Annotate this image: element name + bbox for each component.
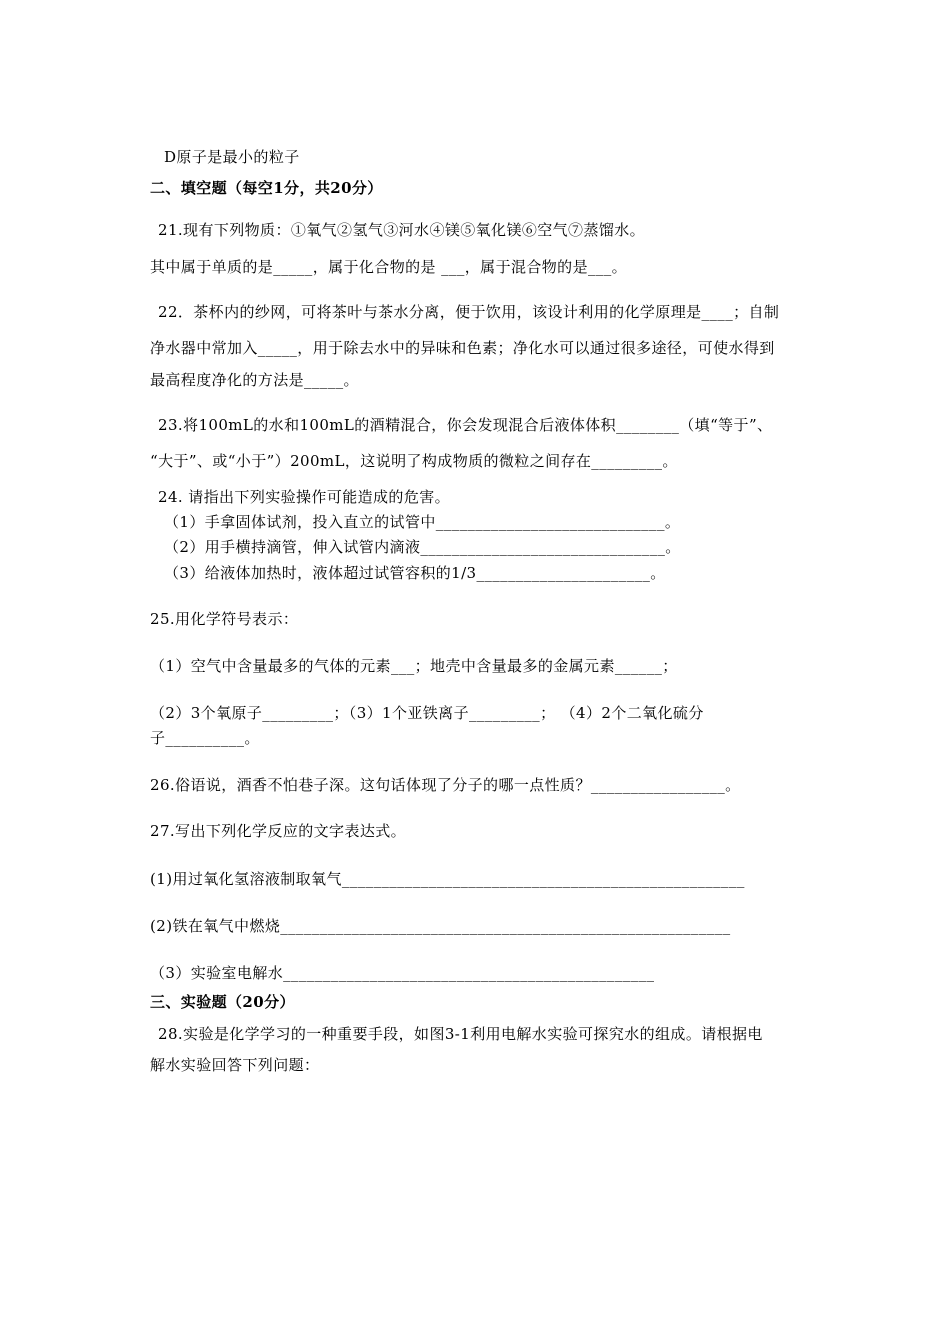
question-25-item2-cont: 子__________。 <box>150 729 260 747</box>
option-d: D原子是最小的粒子 <box>164 148 300 166</box>
question-24-item2: （2）用手横持滴管，伸入试管内滴液_______________________________。 <box>164 538 681 556</box>
question-25-item2: （2）3个氧原子_________；（3）1个亚铁离子_________； （4）2个二氧化硫分 <box>150 704 704 722</box>
question-28-line1: 28.实验是化学学习的一种重要手段，如图3-1利用电解水实验可探究水的组成。请根据电 <box>158 1025 763 1043</box>
question-24-item1: （1）手拿固体试剂，投入直立的试管中_____________________________。 <box>164 513 681 531</box>
question-27: 27.写出下列化学反应的文字表达式。 <box>150 822 407 840</box>
question-21-line2: 其中属于单质的是_____，属于化合物的是 ___，属于混合物的是___。 <box>150 258 628 276</box>
question-27-item1: (1)用过氧化氢溶液制取氧气___________________________________________________ <box>150 870 745 888</box>
question-22-line1: 22．茶杯内的纱网，可将茶叶与茶水分离，便于饮用，该设计利用的化学原理是____；自制 <box>158 303 780 321</box>
question-26: 26.俗语说，酒香不怕巷子深。这句话体现了分子的哪一点性质？_________________。 <box>150 776 741 794</box>
question-21-line1: 21.现有下列物质：①氧气②氢气③河水④镁⑤氧化镁⑥空气⑦蒸馏水。 <box>158 221 646 239</box>
question-24-item3: （3）给液体加热时，液体超过试管容积的1/3______________________。 <box>164 564 666 582</box>
question-25: 25.用化学符号表示： <box>150 610 299 628</box>
question-23-line1: 23.将100mL的水和100mL的酒精混合，你会发现混合后液体体积________（填“等于”、 <box>158 416 773 434</box>
question-24: 24. 请指出下列实验操作可能造成的危害。 <box>158 488 451 506</box>
section-heading-experiment: 三、实验题（20分） <box>150 993 295 1011</box>
question-27-item3: （3）实验室电解水_______________________________________________ <box>150 964 655 982</box>
question-25-item1: （1）空气中含量最多的气体的元素___；地壳中含量最多的金属元素______； <box>150 657 678 675</box>
question-23-line2: “大于”、或“小于”）200mL，这说明了构成物质的微粒之间存在_________。 <box>150 452 678 470</box>
question-28-line2: 解水实验回答下列问题： <box>150 1056 320 1074</box>
question-22-line2: 净水器中常加入_____，用于除去水中的异味和色素；净化水可以通过很多途径，可使水得到 <box>150 339 775 357</box>
question-22-line3: 最高程度净化的方法是_____。 <box>150 371 359 389</box>
section-heading-fill-in: 二、填空题（每空1分，共20分） <box>150 179 383 197</box>
question-27-item2: (2)铁在氧气中燃烧_________________________________________________________ <box>150 917 731 935</box>
